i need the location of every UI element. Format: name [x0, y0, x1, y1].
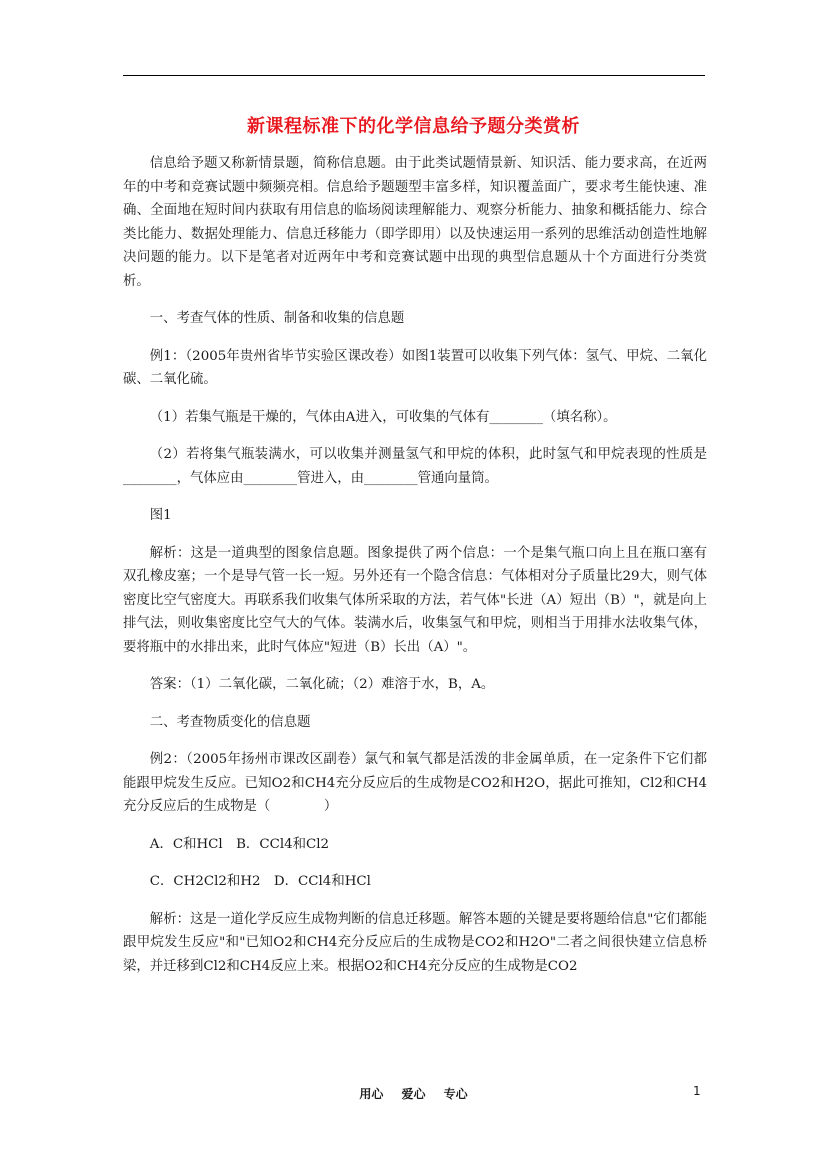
document-title: 新课程标准下的化学信息给予题分类赏析 — [247, 116, 580, 137]
section-heading-1: 一、考查气体的性质、制备和收集的信息题 — [149, 311, 405, 326]
header-rule — [123, 75, 705, 76]
page-number: 1 — [693, 1084, 701, 1098]
option-line-cd: C．CH2Cl2和H2 D．CCl4和HCl — [149, 874, 371, 889]
paragraph-answer-1: 答案：（1）二氧化碳，二氧化硫；（2）难溶于水，B，A。 — [149, 677, 495, 692]
figure-caption: 图1 — [149, 508, 172, 523]
paragraph-analysis-1: 解析：这是一道典型的图象信息题。图象提供了两个信息：一个是集气瓶口向上且在瓶口塞有双孔橡皮塞；一个是导气管一长一短。另外还有一个隐含信息：气体相对分子质量比29大，则气体密度比空气密度大。再联系我们收集气体所采取的方法，若气体"长进（A）短出（B）"，就是向上排气法，则收集密度比空气大的气体。装满水后，收集氢气和甲烷，则相当于用排水法收集气体，要将瓶中的水排出来，此时气体应"短进（B）长出（A）"。 — [123, 545, 707, 655]
footer-motto: 用心 爱心 专心 — [359, 1087, 468, 1101]
paragraph-analysis-2: 解析：这是一道化学反应生成物判断的信息迁移题。解答本题的关键是要将题给信息"它们都能跟甲烷发生反应"和"已知O2和CH4充分反应后的生成物是CO2和H2O"二者之间很快建立信息桥梁，并迁移到Cl2和CH4反应上来。根据O2和CH4充分反应的生成物是CO2 — [123, 911, 707, 974]
section-heading-2: 二、考查物质变化的信息题 — [149, 714, 311, 730]
paragraph-intro: 信息给予题又称新情景题，简称信息题。由于此类试题情景新、知识活、能力要求高，在近两年的中考和竞赛试题中频频亮相。信息给予题题型丰富多样，知识覆盖面广，要求考生能快速、准确、全面地在短时间内获取有用信息的临场阅读理解能力、观察分析能力、抽象和概括能力、综合类比能力、数据处理能力、信息迁移能力（即学即用）以及快速运用一系列的思维活动创造性地解决问题的能力。以下是笔者对近两年中考和竞赛试题中出现的典型信息题从十个方面进行分类赏析。 — [123, 156, 707, 289]
paragraph-question-2: （2）若将集气瓶装满水，可以收集并测量氢气和甲烷的体积，此时氢气和甲烷表现的性质是________，气体应由________管进入，由________管通向量筒。 — [123, 447, 707, 486]
paragraph-question-1: （1）若集气瓶是干燥的，气体由A进入，可收集的气体有________（填名称）。 — [149, 409, 617, 425]
paragraph-example-2: 例2：（2005年扬州市课改区副卷）氯气和氧气都是活泼的非金属单质，在一定条件下它们都能跟甲烷发生反应。已知O2和CH4充分反应后的生成物是CO2和H2O，据此可推知，Cl2和CH4充分反应后的生成物是（ ） — [123, 752, 707, 814]
document-body — [123, 152, 707, 992]
option-line-ab: A．C和HCl B．CCl4和Cl2 — [149, 836, 330, 852]
paragraph-example-1: 例1：（2005年贵州省毕节实验区课改卷）如图1装置可以收集下列气体：氢气、甲烷、二氧化碳、二氧化硫。 — [123, 348, 707, 387]
